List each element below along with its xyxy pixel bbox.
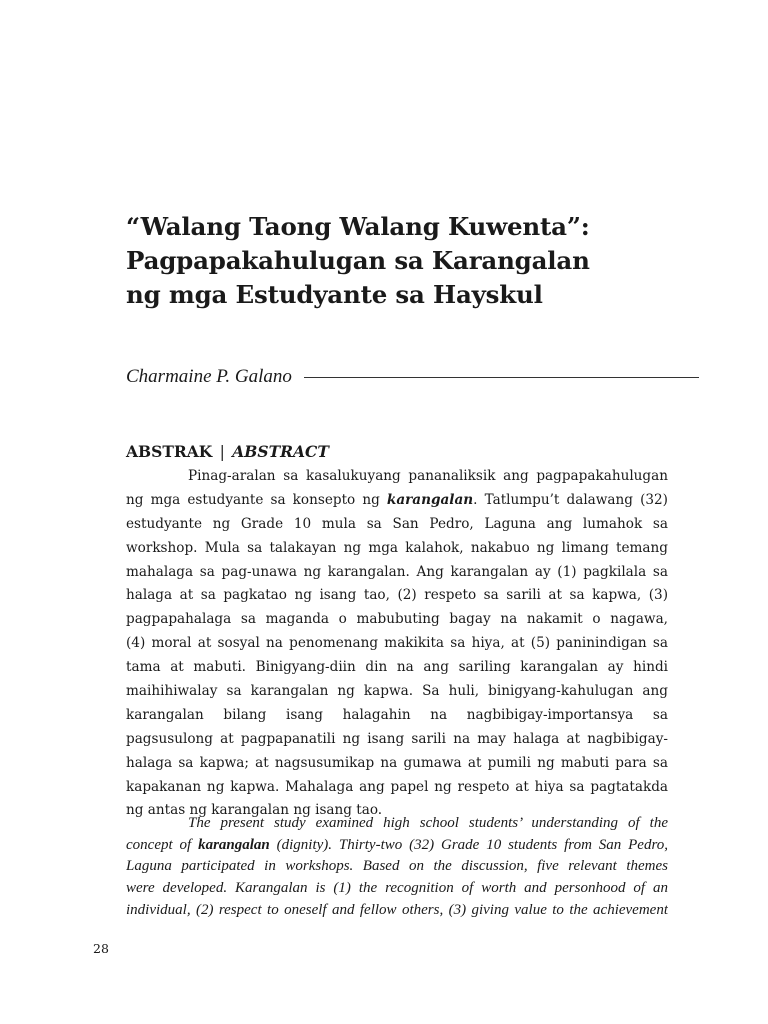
abstract-tl-line: kapakanan ng kapwa. Mahalaga ang papel ng respeto at hiya sa pagtatakda (126, 778, 668, 795)
abstract-en-line: Laguna participated in workshops. Based on the discussion, five relevant themes (126, 858, 668, 875)
author-row (126, 364, 699, 390)
abstract-tl-line: workshop. Mula sa talakayan ng mga kalahok, nakabuo ng limang temang (126, 539, 668, 556)
abstract-tl-line: halaga at sa pagkatao ng isang tao, (2) respeto sa sarili at sa kapwa, (3) (126, 587, 668, 604)
abstract-en-line: were developed. Karangalan is (1) the recognition of worth and personhood of an (126, 880, 668, 897)
abstract-tl-line: karangalan bilang isang halagahin na nagbibigay-importansya sa (126, 706, 668, 723)
abstract-tl-line: (4) moral at sosyal na penomenang makikita sa hiya, at (5) paninindigan sa (126, 635, 668, 652)
title-line-2: Pagpapakahulugan sa Karangalan (126, 246, 590, 275)
abstract-heading-tl: ABSTRAK (126, 442, 213, 461)
abstract-tl-line: Pinag-aralan sa kasalukuyang pananaliksik ang pagpapakahulugan (188, 468, 668, 484)
abstract-en-line: individual, (2) respect to oneself and fellow others, (3) giving value to the achievement (126, 901, 668, 918)
page-number: 28 (93, 941, 109, 956)
abstract-tl-line: pagsusulong at pagpapanatili ng isang sarili na may halaga at nagbibigay- (126, 730, 668, 747)
abstract-tl-line: tama at mabuti. Binigyang-diin din na ang sariling karangalan ay hindi (126, 659, 668, 676)
abstract-heading-en: ABSTRACT (232, 442, 329, 461)
keyword-karangalan: karangalan (386, 491, 474, 508)
abstract-tl-line: estudyante ng Grade 10 mula sa San Pedro, Laguna ang lumahok sa (126, 515, 668, 532)
abstract-en-line: The present study examined high school students’ understanding of the (188, 815, 668, 831)
article-title (126, 210, 686, 312)
abstract-english (126, 813, 668, 921)
abstract-tl-line: maihihiwalay sa karangalan ng kapwa. Sa huli, binigyang-kahulugan ang (126, 683, 668, 700)
abstract-heading (126, 442, 329, 461)
abstract-heading-separator: | (219, 443, 225, 461)
title-line-1: “Walang Taong Walang Kuwenta”: (126, 212, 590, 241)
abstract-tl-line: halaga sa kapwa; at nagsusumikap na gumawa at pumili ng mabuti para sa (126, 754, 668, 771)
keyword-karangalan-en: karangalan (198, 836, 270, 853)
abstract-tl-line: ng mga estudyante sa konsepto ng karangalan. Tatlumpu’t dalawang (32) (126, 491, 668, 508)
author-rule (304, 377, 699, 378)
abstract-tagalog (126, 465, 668, 823)
abstract-en-line: concept of karangalan (dignity). Thirty-two (32) Grade 10 students from San Pedro, (126, 836, 668, 853)
author-name: Charmaine P. Galano (126, 366, 292, 387)
title-line-3: ng mga Estudyante sa Hayskul (126, 280, 543, 309)
abstract-tl-line: ng antas ng karangalan ng isang tao. (126, 802, 383, 819)
abstract-tl-line: pagpapahalaga sa maganda o mabubuting bagay na nakamit o nagawa, (126, 611, 668, 628)
abstract-tl-line: mahalaga sa pag-unawa ng karangalan. Ang karangalan ay (1) pagkilala sa (126, 563, 668, 580)
